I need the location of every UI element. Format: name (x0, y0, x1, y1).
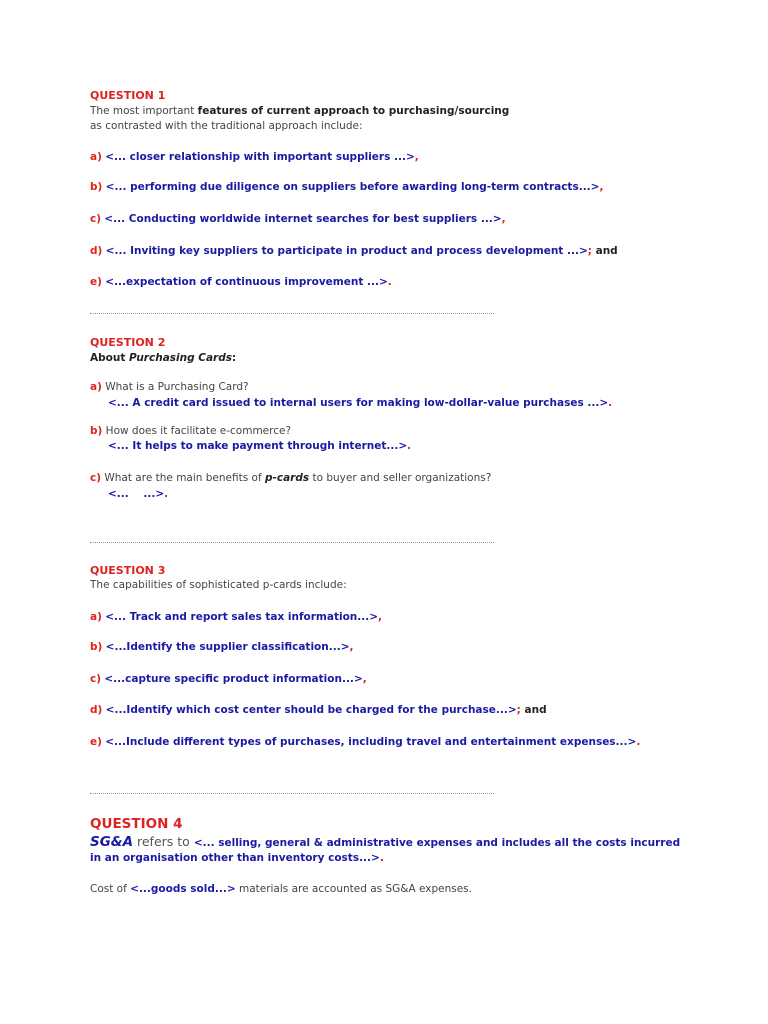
dotted-separator (90, 542, 494, 543)
intro-emphasis: Purchasing Cards (129, 352, 233, 364)
answer-text: <... Inviting key suppliers to participate in product and process development ...> (105, 245, 588, 257)
answer-punctuation: , (362, 673, 367, 685)
q3-answer-c (90, 672, 367, 686)
item-label: a) (90, 151, 102, 163)
q1-answer-e (90, 275, 392, 289)
q2-question-a (90, 380, 249, 394)
question-text: What are the main benefits of (104, 472, 265, 484)
answer-text: <... Track and report sales tax information...> (105, 611, 379, 623)
question-emphasis: p-cards (265, 472, 310, 484)
answer-punctuation: , (378, 611, 383, 623)
q3-answer-d (90, 703, 547, 717)
answer-text: <... selling, general & administrative expenses and includes all the costs incurred (193, 837, 681, 849)
dotted-separator (90, 793, 494, 794)
answer-text: <... ...> (108, 488, 165, 500)
item-label: e) (90, 736, 102, 748)
question-2-intro (90, 351, 236, 365)
answer-text: <...expectation of continuous improvement ...> (105, 276, 388, 288)
answer-text: <... A credit card issued to internal users for making low-dollar-value purchases ...> (108, 397, 609, 409)
answer-text: <...capture specific product information...> (104, 673, 363, 685)
refers-text: refers to (133, 834, 194, 849)
answer-text: <... closer relationship with important suppliers ...> (105, 151, 415, 163)
question-3-title: QUESTION 3 (90, 564, 166, 577)
item-label: d) (90, 704, 103, 716)
answer-text: in an organisation other than inventory costs...> (90, 852, 380, 864)
answer-punctuation: ; (516, 704, 521, 716)
question-1-intro (90, 104, 509, 118)
answer-text: <...Include different types of purchases, including travel and entertainment expenses...> (105, 736, 637, 748)
item-label: b) (90, 641, 103, 653)
answer-punctuation: . (379, 852, 384, 864)
q3-answer-a (90, 610, 382, 624)
answer-punctuation: , (414, 151, 419, 163)
item-label: c) (90, 213, 102, 225)
answer-text: <... performing due diligence on suppliers before awarding long-term contracts...> (105, 181, 600, 193)
q3-answer-e (90, 735, 640, 749)
q1-answer-b (90, 180, 603, 194)
q1-answer-c (90, 212, 506, 226)
intro-colon: : (232, 352, 237, 364)
item-label: a) (90, 611, 102, 623)
q4-answer-line2 (90, 851, 384, 865)
answer-punctuation: . (636, 736, 641, 748)
q1-answer-a (90, 150, 419, 164)
cost-text-end: materials are accounted as SG&A expenses. (235, 883, 472, 895)
intro-text: About (90, 352, 130, 364)
q4-cost-line (90, 882, 472, 896)
dotted-separator (90, 313, 494, 314)
q1-answer-d (90, 244, 618, 258)
answer-punctuation: , (501, 213, 506, 225)
item-label: e) (90, 276, 102, 288)
question-4-title: QUESTION 4 (90, 816, 183, 832)
question-3-intro: The capabilities of sophisticated p-cards include: (90, 579, 347, 591)
item-label: b) (90, 181, 103, 193)
intro-text: The most important (90, 105, 198, 117)
q2-question-c (90, 471, 491, 485)
q2-question-b (90, 424, 291, 438)
question-1-intro-line2: as contrasted with the traditional approach include: (90, 120, 363, 132)
cost-text: Cost of (90, 883, 131, 895)
answer-punctuation: . (387, 276, 392, 288)
q2-answer-a (108, 396, 612, 410)
answer-punctuation: , (349, 641, 354, 653)
question-text: How does it facilitate e-commerce? (105, 425, 292, 437)
answer-punctuation: . (608, 397, 613, 409)
item-label: c) (90, 673, 102, 685)
intro-emphasis: features of current approach to purchasing/sourcing (197, 105, 510, 117)
q3-answer-b (90, 640, 354, 654)
answer-punctuation: . (407, 440, 412, 452)
question-2-title: QUESTION 2 (90, 336, 166, 349)
sga-term: SG&A (90, 834, 134, 850)
and-text: and (520, 704, 547, 716)
question-text: What is a Purchasing Card? (105, 381, 249, 393)
item-label: c) (90, 472, 102, 484)
item-label: d) (90, 245, 103, 257)
q2-answer-b (108, 439, 411, 453)
answer-text: <...Identify which cost center should be charged for the purchase...> (105, 704, 517, 716)
and-text: and (591, 245, 618, 257)
q2-answer-c (108, 487, 168, 501)
answer-text: <... Conducting worldwide internet searches for best suppliers ...> (104, 213, 502, 225)
answer-punctuation: ; (587, 245, 592, 257)
question-text-end: to buyer and seller organizations? (309, 472, 492, 484)
answer-text: <... It helps to make payment through internet...> (108, 440, 408, 452)
answer-text: <...Identify the supplier classification...> (105, 641, 350, 653)
answer-punctuation: , (599, 181, 604, 193)
answer-punctuation: . (164, 488, 169, 500)
question-1-title: QUESTION 1 (90, 89, 166, 102)
item-label: b) (90, 425, 103, 437)
item-label: a) (90, 381, 102, 393)
q4-answer (90, 835, 680, 850)
cost-answer: <...goods sold...> (130, 883, 236, 895)
